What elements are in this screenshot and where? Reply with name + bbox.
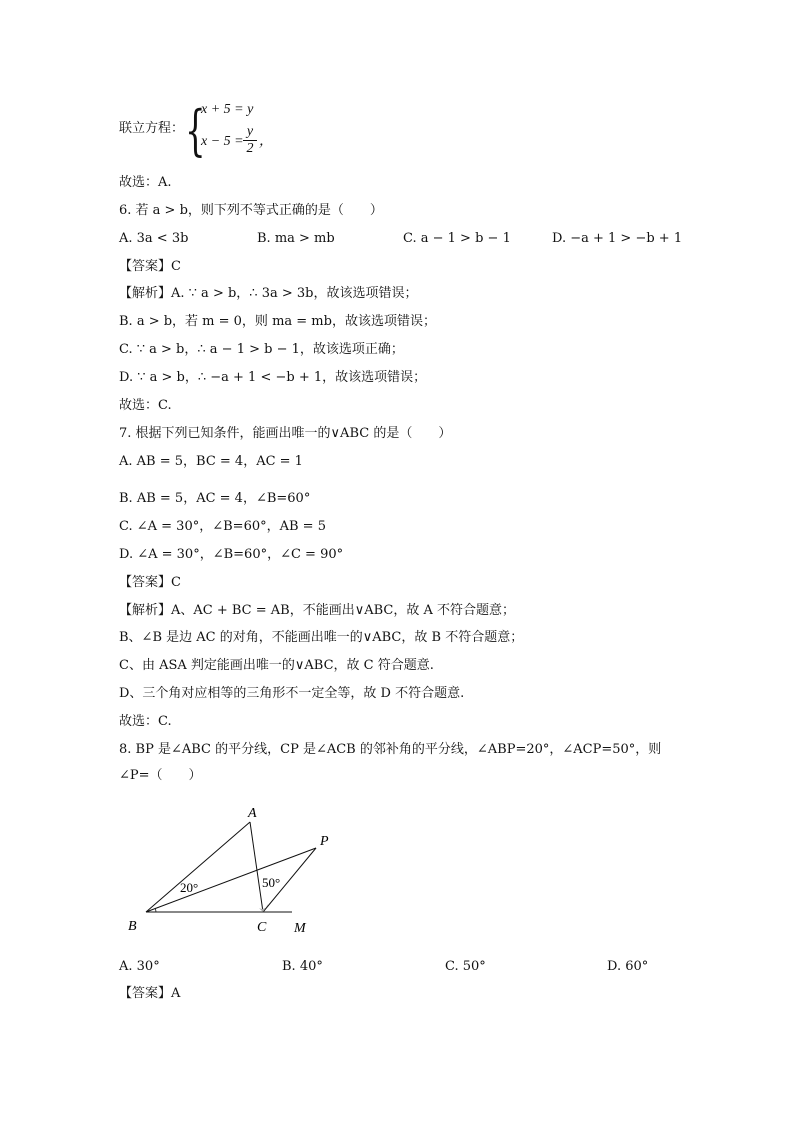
q7-option-a: A. AB = 5，BC = 4，AC = 1 <box>119 454 303 469</box>
q8-option-a: A. 30° <box>119 959 160 974</box>
fraction <box>243 124 257 157</box>
q6-option-c: C. a − 1 > b − 1 <box>403 231 511 246</box>
choice-7: 故选：C. <box>119 714 172 729</box>
q6-option-a: A. 3a < 3b <box>119 231 189 246</box>
fraction-denominator: 2 <box>246 141 254 156</box>
analysis-7-d: D、三个角对应相等的三角形不一定全等，故 D 不符合题意. <box>119 686 465 701</box>
q6-option-b: B. ma > mb <box>257 231 335 246</box>
q7-option-d: D. ∠A = 30°，∠B=60°，∠C = 90° <box>119 547 344 562</box>
answer-6: 【答案】C <box>119 259 181 274</box>
text-line: 故选：A. <box>119 175 172 190</box>
answer-7: 【答案】C <box>119 575 181 590</box>
system-prefix: 联立方程： <box>119 121 185 136</box>
analysis-6-a: 【解析】A. ∵ a > b，∴ 3a > 3b，故该选项错误； <box>119 286 418 301</box>
answer-8: 【答案】A <box>119 986 181 1001</box>
fraction-numerator: y <box>246 124 254 139</box>
analysis-7-b: B、∠B 是边 AC 的对角，不能画出唯一的∨ABC，故 B 不符合题意； <box>119 630 524 645</box>
q7-option-b: B. AB = 5，AC = 4，∠B=60° <box>119 491 311 506</box>
left-brace-icon: { <box>185 99 206 162</box>
angle-label-20: 20° <box>180 880 199 895</box>
equation-system <box>185 96 275 166</box>
q8-option-c: C. 50° <box>445 959 486 974</box>
label-c: C <box>257 920 267 935</box>
triangle-figure <box>120 800 340 940</box>
analysis-6-d: D. ∵ a > b，∴ −a + 1 < −b + 1，故该选项错误； <box>119 370 427 385</box>
q7-option-c: C. ∠A = 30°，∠B=60°，AB = 5 <box>119 519 326 534</box>
line-bp <box>146 848 316 912</box>
question-7: 7. 根据下列已知条件，能画出唯一的∨ABC 的是（ ） <box>119 426 452 441</box>
question-6: 6. 若 a > b，则下列不等式正确的是（ ） <box>119 203 383 218</box>
equation-2-left: x − 5 = <box>201 134 244 149</box>
equation-2-tail: ， <box>259 134 273 149</box>
label-a: A <box>248 806 257 821</box>
analysis-7-c: C、由 ASA 判定能画出唯一的∨ABC，故 C 符合题意. <box>119 658 434 673</box>
question-8-line-2: ∠P=（ ） <box>119 768 202 783</box>
angle-label-50: 50° <box>262 875 281 890</box>
choice-6: 故选：C. <box>119 398 172 413</box>
line-ac <box>250 822 263 912</box>
question-8-line-1: 8. BP 是∠ABC 的平分线，CP 是∠ACB 的邻补角的平分线，∠ABP=20°，∠ACP=50°，则 <box>119 742 662 757</box>
line-ba <box>146 822 250 912</box>
q8-option-b: B. 40° <box>282 959 323 974</box>
label-b: B <box>128 919 137 934</box>
q8-option-d: D. 60° <box>607 959 649 974</box>
q6-option-d: D. −a + 1 > −b + 1 <box>552 231 683 246</box>
label-m: M <box>294 921 306 936</box>
analysis-6-b: B. a > b，若 m = 0，则 ma = mb，故该选项错误； <box>119 314 436 329</box>
analysis-7-a: 【解析】A、AC + BC = AB，不能画出∨ABC，故 A 不符合题意； <box>119 603 516 618</box>
analysis-6-c: C. ∵ a > b，∴ a − 1 > b − 1，故该选项正确； <box>119 342 404 357</box>
label-p: P <box>320 834 329 849</box>
equation-1: x + 5 = y <box>201 102 254 117</box>
